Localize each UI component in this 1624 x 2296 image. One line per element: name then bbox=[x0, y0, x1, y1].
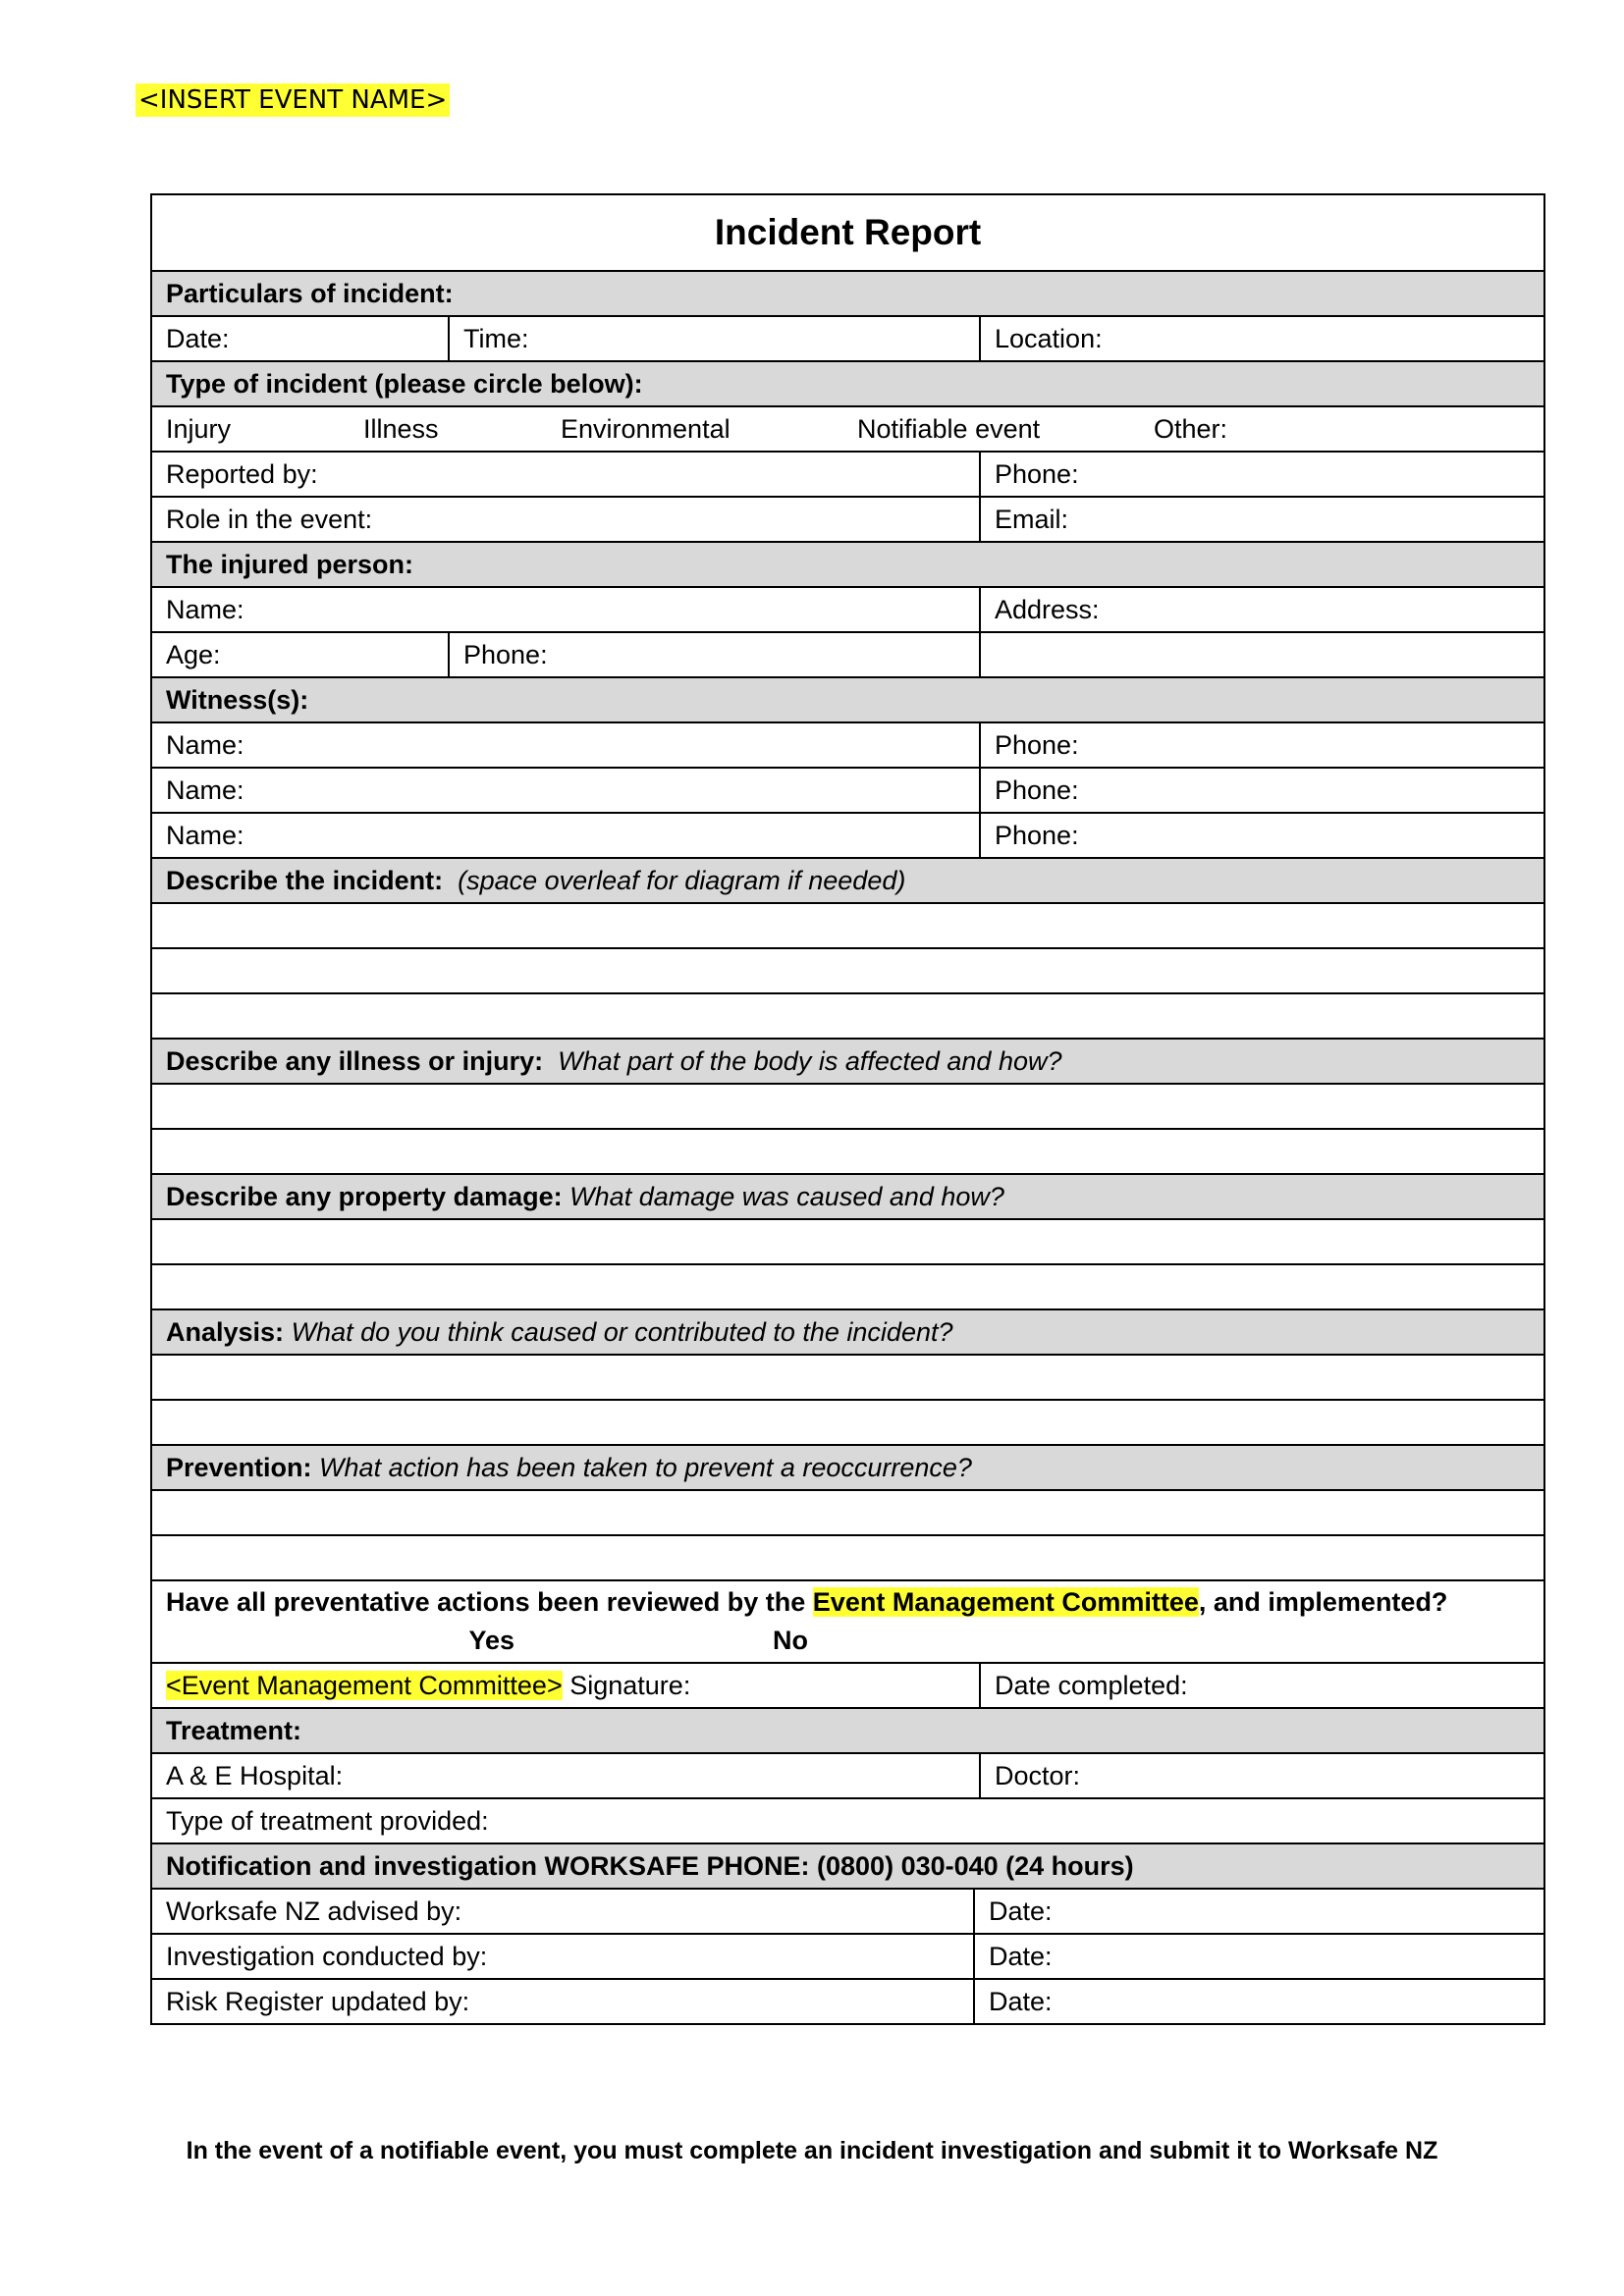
option-yes[interactable]: Yes bbox=[468, 1626, 515, 1655]
incident-description-line[interactable] bbox=[151, 903, 1544, 948]
option-no[interactable]: No bbox=[773, 1626, 809, 1655]
risk-register-field[interactable]: Risk Register updated by: bbox=[151, 1979, 974, 2024]
section-notification: Notification and investigation WORKSAFE PHONE: (0800) 030-040 (24 hours) bbox=[151, 1843, 1544, 1889]
injured-phone-field[interactable]: Phone: bbox=[449, 632, 980, 677]
section-particulars: Particulars of incident: bbox=[151, 271, 1544, 316]
event-name-placeholder: <INSERT EVENT NAME> bbox=[135, 83, 450, 117]
option-environmental[interactable]: Environmental bbox=[561, 413, 731, 444]
committee-signature-field[interactable] bbox=[151, 1663, 980, 1708]
reporter-phone-field[interactable]: Phone: bbox=[980, 452, 1544, 497]
witness-name-field[interactable]: Name: bbox=[151, 768, 980, 813]
role-field[interactable]: Role in the event: bbox=[151, 497, 980, 542]
incident-description-line[interactable] bbox=[151, 948, 1544, 993]
illness-hint: What part of the body is affected and how? bbox=[558, 1045, 1062, 1076]
option-injury[interactable]: Injury bbox=[166, 413, 232, 444]
witness-phone-field[interactable]: Phone: bbox=[980, 722, 1544, 768]
section-analysis bbox=[151, 1309, 1544, 1355]
email-field[interactable]: Email: bbox=[980, 497, 1544, 542]
injured-address-field[interactable]: Address: bbox=[980, 587, 1544, 632]
section-injured-person: The injured person: bbox=[151, 542, 1544, 587]
section-illness-injury bbox=[151, 1039, 1544, 1084]
notification-date-field[interactable]: Date: bbox=[974, 1889, 1544, 1934]
witness-phone-field[interactable]: Phone: bbox=[980, 768, 1544, 813]
injured-address-continued[interactable] bbox=[980, 632, 1544, 677]
incident-description-line[interactable] bbox=[151, 993, 1544, 1039]
section-treatment: Treatment: bbox=[151, 1708, 1544, 1753]
section-prevention bbox=[151, 1445, 1544, 1490]
injured-age-field[interactable]: Age: bbox=[151, 632, 449, 677]
incident-report-form bbox=[150, 193, 1545, 2025]
date-completed-field[interactable]: Date completed: bbox=[980, 1663, 1544, 1708]
damage-description-line[interactable] bbox=[151, 1264, 1544, 1309]
witness-name-field[interactable]: Name: bbox=[151, 813, 980, 858]
signature-label: Signature: bbox=[569, 1670, 691, 1700]
illness-description-line[interactable] bbox=[151, 1084, 1544, 1129]
section-witnesses: Witness(s): bbox=[151, 677, 1544, 722]
section-describe-incident bbox=[151, 858, 1544, 903]
illness-description-line[interactable] bbox=[151, 1129, 1544, 1174]
option-illness[interactable]: Illness bbox=[363, 413, 439, 444]
damage-label: Describe any property damage: bbox=[166, 1181, 563, 1211]
injured-name-field[interactable]: Name: bbox=[151, 587, 980, 632]
damage-description-line[interactable] bbox=[151, 1219, 1544, 1264]
investigation-conducted-field[interactable]: Investigation conducted by: bbox=[151, 1934, 974, 1979]
section-incident-type: Type of incident (please circle below): bbox=[151, 361, 1544, 406]
treatment-type-field[interactable]: Type of treatment provided: bbox=[151, 1798, 1544, 1843]
describe-incident-hint: (space overleaf for diagram if needed) bbox=[458, 865, 906, 895]
form-title: Incident Report bbox=[151, 194, 1544, 271]
option-other[interactable]: Other: bbox=[1154, 413, 1228, 444]
review-question bbox=[151, 1580, 1544, 1663]
committee-name-placeholder: <Event Management Committee> bbox=[166, 1670, 563, 1700]
analysis-line[interactable] bbox=[151, 1355, 1544, 1400]
notification-date-field[interactable]: Date: bbox=[974, 1934, 1544, 1979]
prevention-hint: What action has been taken to prevent a reoccurrence? bbox=[319, 1452, 972, 1482]
option-notifiable-event[interactable]: Notifiable event bbox=[857, 413, 1041, 444]
incident-type-options bbox=[151, 406, 1544, 452]
date-field[interactable]: Date: bbox=[151, 316, 449, 361]
describe-incident-label: Describe the incident: bbox=[166, 865, 444, 895]
damage-hint: What damage was caused and how? bbox=[569, 1181, 1004, 1211]
analysis-line[interactable] bbox=[151, 1400, 1544, 1445]
hospital-field[interactable]: A & E Hospital: bbox=[151, 1753, 980, 1798]
committee-highlight: Event Management Committee bbox=[812, 1587, 1199, 1617]
analysis-hint: What do you think caused or contributed to the incident? bbox=[291, 1316, 953, 1347]
time-field[interactable]: Time: bbox=[449, 316, 980, 361]
location-field[interactable]: Location: bbox=[980, 316, 1544, 361]
witness-name-field[interactable]: Name: bbox=[151, 722, 980, 768]
review-question-end: , and implemented? bbox=[1198, 1587, 1448, 1617]
illness-label: Describe any illness or injury: bbox=[166, 1045, 544, 1076]
doctor-field[interactable]: Doctor: bbox=[980, 1753, 1544, 1798]
worksafe-advised-field[interactable]: Worksafe NZ advised by: bbox=[151, 1889, 974, 1934]
analysis-label: Analysis: bbox=[166, 1316, 285, 1347]
footer-note: In the event of a notifiable event, you must complete an incident investigation and submit it to Worksafe NZ bbox=[186, 2137, 1438, 2164]
review-question-start: Have all preventative actions been reviewed by the bbox=[166, 1587, 806, 1617]
prevention-line[interactable] bbox=[151, 1490, 1544, 1535]
reported-by-field[interactable]: Reported by: bbox=[151, 452, 980, 497]
witness-phone-field[interactable]: Phone: bbox=[980, 813, 1544, 858]
section-property-damage bbox=[151, 1174, 1544, 1219]
prevention-label: Prevention: bbox=[166, 1452, 312, 1482]
prevention-line[interactable] bbox=[151, 1535, 1544, 1580]
notification-date-field[interactable]: Date: bbox=[974, 1979, 1544, 2024]
